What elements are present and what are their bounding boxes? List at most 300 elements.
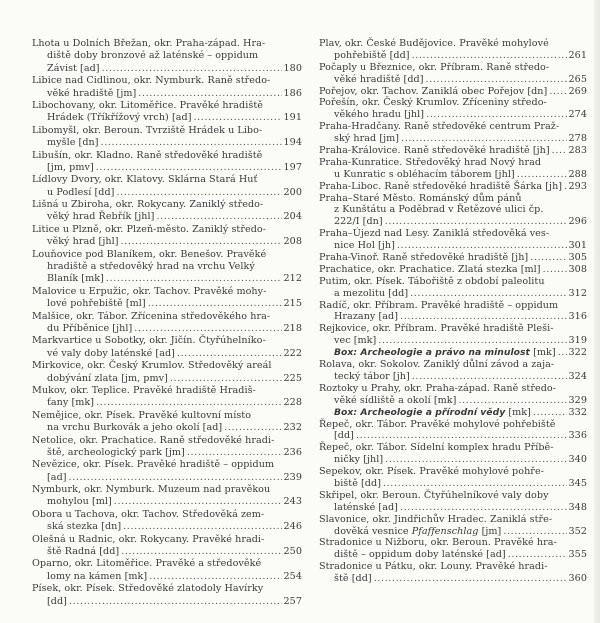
index-entry[interactable] bbox=[32, 174, 302, 199]
entry-text bbox=[47, 211, 154, 223]
dot-leader bbox=[517, 169, 567, 181]
page-number: 236 bbox=[283, 446, 302, 458]
index-entry[interactable] bbox=[319, 145, 587, 157]
entry-text bbox=[319, 86, 547, 98]
dot-leader bbox=[102, 63, 282, 75]
index-entry[interactable] bbox=[32, 484, 302, 509]
entry-text bbox=[334, 109, 424, 121]
entry-last-line bbox=[319, 86, 587, 98]
entry-text bbox=[47, 162, 94, 174]
entry-last-line bbox=[319, 216, 587, 228]
dot-leader bbox=[503, 526, 566, 538]
page-number: 204 bbox=[283, 211, 302, 223]
entry-text-line: Stradonice u Nižboru, okr. Beroun. Pravěké hra- bbox=[319, 537, 557, 549]
entry-text-line: Stradonice u Pátku, okr. Louny. Pravěké hradi- bbox=[319, 561, 548, 573]
entry-text bbox=[319, 264, 541, 276]
entry-text-segment: dověká vesnice bbox=[334, 525, 412, 537]
entry-emphasis-text: Box: Archeologie a právo na minulost bbox=[334, 347, 530, 359]
dot-leader bbox=[383, 478, 567, 490]
entry-text-line: diště doby bronzové až laténské – oppidum bbox=[47, 50, 259, 62]
dot-leader bbox=[138, 88, 281, 100]
index-entry[interactable] bbox=[32, 534, 302, 559]
dot-leader bbox=[508, 549, 567, 561]
index-entry[interactable] bbox=[32, 459, 302, 484]
page-number: 239 bbox=[283, 471, 302, 483]
entry-text-segment: Praha-Vinoř. Raně středověké hradiště [jh] bbox=[319, 252, 529, 264]
dot-leader bbox=[121, 236, 282, 248]
index-entry[interactable] bbox=[319, 228, 587, 252]
index-entry[interactable] bbox=[32, 286, 302, 311]
entry-last-line bbox=[32, 596, 302, 608]
dot-leader bbox=[170, 373, 282, 385]
index-entry[interactable] bbox=[32, 150, 302, 175]
entry-last-line bbox=[32, 422, 302, 434]
index-entry[interactable] bbox=[319, 442, 587, 466]
entry-text-segment: věké hradiště [jm] bbox=[47, 87, 137, 99]
entry-emphasis-text: Box: Archeologie a přírodní vědy bbox=[334, 406, 506, 418]
entry-last-line bbox=[319, 526, 587, 538]
entry-text bbox=[47, 472, 67, 484]
index-entry[interactable] bbox=[32, 410, 302, 435]
entry-text bbox=[334, 133, 399, 145]
entry-text-line: Lídlovy Dvory, okr. Klatovy. Sklárna Stará Huť bbox=[32, 174, 258, 186]
dot-leader bbox=[356, 430, 567, 442]
entry-text-segment: [jm, pmv] bbox=[47, 161, 94, 173]
dot-leader bbox=[134, 323, 281, 335]
page-number: 215 bbox=[283, 298, 302, 310]
entry-last-line bbox=[32, 162, 302, 174]
entry-last-line bbox=[319, 549, 587, 561]
page-number: 316 bbox=[568, 311, 587, 323]
entry-text bbox=[334, 454, 383, 466]
index-entry[interactable] bbox=[319, 38, 587, 62]
index-entry[interactable] bbox=[319, 300, 587, 324]
dot-leader bbox=[148, 298, 282, 310]
entry-emphasis-text: Pfaffenschlag bbox=[411, 525, 479, 537]
entry-last-line bbox=[32, 546, 302, 558]
page-edge bbox=[594, 0, 600, 623]
entry-text bbox=[319, 252, 528, 264]
page-number: 194 bbox=[283, 137, 302, 149]
entry-last-line bbox=[319, 240, 587, 252]
entry-text-line: Litice u Plzně, okr. Plzeň-město. Zaniklý středo- bbox=[32, 223, 267, 235]
entry-text-line: Malovice u Erpužic, okr. Tachov. Pravěké mohy- bbox=[32, 285, 267, 297]
page-number: 329 bbox=[568, 394, 587, 406]
index-entry[interactable] bbox=[32, 558, 302, 583]
entry-text bbox=[334, 216, 383, 228]
dot-leader bbox=[106, 273, 282, 285]
index-entry[interactable] bbox=[319, 514, 587, 538]
dot-leader bbox=[385, 216, 567, 228]
entry-text-segment: Závist [ad] bbox=[47, 62, 100, 74]
entry-last-line bbox=[319, 74, 587, 86]
entry-last-line bbox=[32, 137, 302, 149]
entry-text-segment: ště, archeologický park [jm] bbox=[47, 446, 185, 458]
entry-text bbox=[334, 407, 531, 419]
entry-last-line bbox=[319, 109, 587, 121]
entry-last-line bbox=[319, 573, 587, 585]
entry-text-segment: ťany [mk] bbox=[47, 397, 95, 409]
entry-text-segment: a mezolitu [dd] bbox=[334, 287, 409, 299]
page-number: 305 bbox=[568, 252, 587, 264]
index-entry[interactable] bbox=[32, 335, 302, 360]
index-entry[interactable] bbox=[319, 419, 587, 443]
entry-last-line bbox=[32, 112, 302, 124]
index-entry[interactable] bbox=[32, 360, 302, 385]
entry-last-line bbox=[32, 187, 302, 199]
entry-last-line bbox=[319, 478, 587, 490]
entry-text-line: Praha–Újezd nad Lesy. Zaniklá středověká ves- bbox=[319, 228, 550, 240]
index-entry[interactable] bbox=[319, 466, 587, 490]
index-entry[interactable] bbox=[319, 62, 587, 86]
entry-last-line bbox=[32, 571, 302, 583]
entry-text bbox=[334, 240, 395, 252]
index-entry[interactable] bbox=[319, 347, 587, 359]
page-number: 197 bbox=[283, 161, 302, 173]
index-entry[interactable] bbox=[319, 561, 587, 585]
entry-text-segment: nice Hol [jh] bbox=[334, 240, 395, 252]
entry-text-segment: tecký tábor [jh] bbox=[334, 370, 410, 382]
dot-leader bbox=[177, 348, 282, 360]
entry-last-line bbox=[319, 347, 587, 359]
page-number: 208 bbox=[283, 236, 302, 248]
entry-text-segment: 222/I [dn] bbox=[334, 216, 383, 228]
entry-text-line: z Kunštátu a Poděbrad v Řetězové ulici čp. bbox=[334, 204, 544, 216]
index-entry[interactable] bbox=[319, 537, 587, 561]
entry-text-segment: lové pohřebiště [ml] bbox=[47, 298, 146, 310]
dot-leader bbox=[400, 502, 567, 514]
page-number: 218 bbox=[283, 322, 302, 334]
page-number: 250 bbox=[283, 546, 302, 558]
entry-text-line: Počaply u Březnice, okr. Příbram. Raně středo- bbox=[319, 61, 550, 73]
index-entry[interactable] bbox=[319, 157, 587, 181]
index-entry[interactable] bbox=[319, 407, 587, 419]
page-number: 288 bbox=[568, 168, 587, 180]
entry-text bbox=[47, 273, 104, 285]
page-number: 222 bbox=[283, 347, 302, 359]
entry-text bbox=[319, 181, 562, 193]
dot-leader bbox=[558, 347, 567, 359]
dot-leader bbox=[530, 252, 566, 264]
entry-text-line: Oparno, okr. Litoměřice. Pravěké a středověké bbox=[32, 558, 262, 570]
page-number: 322 bbox=[568, 347, 587, 359]
entry-text-line: Rolava, okr. Sokolov. Zaniklý důlní závod a zaja- bbox=[319, 359, 555, 371]
entry-text bbox=[334, 371, 410, 383]
entry-text-segment: u Kunratic s obléhacím táborem [jhl] bbox=[334, 168, 515, 180]
index-entry[interactable] bbox=[32, 435, 302, 460]
entry-text-line: Řepeč, okr. Tábor. Pravěké mohylové pohřebiště bbox=[319, 418, 556, 430]
entry-text-segment: věkého hradu [jhl] bbox=[334, 109, 425, 121]
dot-leader bbox=[114, 496, 282, 508]
dot-leader bbox=[397, 240, 567, 252]
dot-leader bbox=[378, 335, 566, 347]
entry-text bbox=[47, 137, 99, 149]
index-entry[interactable] bbox=[319, 323, 587, 347]
entry-text bbox=[47, 323, 132, 335]
entry-text bbox=[334, 549, 506, 561]
entry-text bbox=[47, 88, 136, 100]
dot-leader bbox=[533, 407, 567, 419]
entry-text-line: Praha–Staré Město. Románský dům pánů bbox=[319, 192, 522, 204]
entry-text-segment: pohřebiště [dd] bbox=[334, 49, 410, 61]
entry-text-segment: ště [dd] bbox=[334, 573, 372, 585]
entry-last-line bbox=[319, 454, 587, 466]
entry-text bbox=[334, 526, 501, 538]
entry-text-segment: [dd] bbox=[334, 430, 354, 442]
dot-leader bbox=[412, 50, 567, 62]
entry-text-segment: Blaník [mk] bbox=[47, 273, 104, 285]
entry-text-segment: ský hrad [jm] bbox=[334, 133, 400, 145]
index-entry[interactable] bbox=[319, 264, 587, 276]
entry-text-line: Písek, okr. Písek. Středověké zlatodoly Havírky bbox=[32, 583, 264, 595]
entry-text bbox=[334, 335, 376, 347]
dot-leader bbox=[194, 112, 282, 124]
entry-text-line: Libice nad Cidlinou, okr. Nymburk. Raně středo- bbox=[32, 75, 271, 87]
entry-text-segment: Hrazany [ad] bbox=[334, 311, 399, 323]
entry-last-line bbox=[319, 133, 587, 145]
entry-text-line: Radíč, okr. Příbram. Pravěké hradiště – oppidum bbox=[319, 299, 559, 311]
page-number: 254 bbox=[283, 570, 302, 582]
entry-text bbox=[334, 347, 556, 359]
entry-text bbox=[334, 311, 398, 323]
dot-leader bbox=[116, 187, 281, 199]
entry-text-segment: ská stezka [dn] bbox=[47, 521, 122, 533]
index-entry[interactable] bbox=[319, 252, 587, 264]
page-number: 319 bbox=[568, 335, 587, 347]
dot-leader bbox=[410, 288, 566, 300]
entry-text bbox=[47, 236, 119, 248]
dot-leader bbox=[224, 422, 281, 434]
entry-text-line: Plav, okr. České Budějovice. Pravěké mohylové bbox=[319, 38, 549, 49]
entry-text-line: Libušín, okr. Kladno. Raně středověké hradiště bbox=[32, 149, 263, 161]
entry-last-line bbox=[319, 252, 587, 264]
page-number: 348 bbox=[568, 501, 587, 513]
entry-text-segment: u Podlesí [dd] bbox=[47, 186, 115, 198]
entry-text-segment: Praha-Královice. Raně středověké hradiště [jh] bbox=[319, 145, 550, 157]
entry-last-line bbox=[32, 211, 302, 223]
entry-last-line bbox=[319, 430, 587, 442]
entry-text-segment: ště Radná [dd] bbox=[47, 546, 120, 558]
page-number: 324 bbox=[568, 370, 587, 382]
entry-last-line bbox=[32, 373, 302, 385]
dot-leader bbox=[400, 311, 566, 323]
entry-text-line: Sepekov, okr. Písek. Pravěké mohylové pohře- bbox=[319, 466, 544, 478]
index-entry[interactable] bbox=[32, 583, 302, 608]
index-entry[interactable] bbox=[32, 509, 302, 534]
page-number: 283 bbox=[568, 145, 587, 157]
page-number: 293 bbox=[568, 180, 587, 192]
entry-last-line bbox=[319, 335, 587, 347]
entry-text bbox=[334, 502, 398, 514]
index-entry[interactable] bbox=[319, 121, 587, 145]
page-number: 225 bbox=[283, 372, 302, 384]
index-entry[interactable] bbox=[32, 100, 302, 125]
page-number: 191 bbox=[283, 112, 302, 124]
page-number: 186 bbox=[283, 87, 302, 99]
index-entry[interactable] bbox=[319, 276, 587, 300]
index-entry[interactable] bbox=[32, 385, 302, 410]
index-entry[interactable] bbox=[319, 383, 587, 407]
page-number: 269 bbox=[568, 85, 587, 97]
entry-text-segment: vé valy doby laténské [ad] bbox=[47, 347, 175, 359]
page-number: 261 bbox=[568, 49, 587, 61]
entry-text bbox=[47, 546, 119, 558]
entry-last-line bbox=[319, 50, 587, 62]
entry-text bbox=[334, 478, 381, 490]
entry-text bbox=[47, 63, 100, 75]
dot-leader bbox=[69, 596, 282, 608]
entry-text-segment: Prachatice, okr. Prachatice. Zlatá stezka [ml] bbox=[319, 263, 541, 275]
index-entry[interactable] bbox=[32, 249, 302, 286]
page-number: 212 bbox=[283, 273, 302, 285]
entry-text bbox=[47, 521, 121, 533]
entry-text-line: Řepeč, okr. Tábor. Sídelní komplex hradu Příbě- bbox=[319, 442, 554, 454]
page-number: 355 bbox=[568, 549, 587, 561]
entry-text-segment: [ad] bbox=[47, 471, 67, 483]
index-entry[interactable] bbox=[319, 193, 587, 229]
entry-text-line: Nevězice, okr. Písek. Pravěké hradiště – oppidum bbox=[32, 459, 275, 471]
entry-text bbox=[334, 430, 354, 442]
entry-text-line: Praha-Kunratice. Středověký hrad Nový hrad bbox=[319, 156, 542, 168]
entry-last-line bbox=[319, 311, 587, 323]
index-entry[interactable] bbox=[32, 75, 302, 100]
index-entry[interactable] bbox=[32, 199, 302, 224]
index-entry[interactable] bbox=[319, 181, 587, 193]
dot-leader bbox=[121, 546, 281, 558]
entry-text-segment: věké sídliště a okolí [mk] bbox=[334, 394, 457, 406]
page-number: 345 bbox=[568, 477, 587, 489]
entry-text bbox=[47, 348, 175, 360]
index-entry[interactable] bbox=[319, 86, 587, 98]
entry-last-line bbox=[319, 395, 587, 407]
entry-text-segment: Praha-Liboc. Raně středověké hradiště Šárka [jh] bbox=[319, 180, 563, 192]
dot-leader bbox=[69, 472, 282, 484]
entry-text-line: Praha-Hradčany. Raně středověké centrum Praž- bbox=[319, 121, 560, 133]
entry-text-segment: na vrchu Burkovák a jeho okolí [ad] bbox=[47, 422, 223, 434]
entry-last-line bbox=[32, 88, 302, 100]
index-entry[interactable] bbox=[32, 125, 302, 150]
dot-leader bbox=[385, 454, 566, 466]
entry-text-segment: diště – oppidum doby laténské [ad] bbox=[334, 549, 506, 561]
entry-text-line: Netolice, okr. Prachatice. Raně středověké hradi- bbox=[32, 434, 275, 446]
entry-text-line: Nymburk, okr. Nymburk. Muzeum nad pravěkou bbox=[32, 484, 271, 496]
entry-text bbox=[47, 397, 94, 409]
entry-text-line: hradiště a středověký hrad na vrchu Velký bbox=[47, 261, 255, 273]
entry-text-line: Putim, okr. Písek. Tábořiště z období paleolitu bbox=[319, 275, 545, 287]
dot-leader bbox=[458, 395, 566, 407]
entry-text bbox=[334, 169, 515, 181]
dot-leader bbox=[101, 137, 282, 149]
entry-text-segment: vec [mk] bbox=[334, 335, 377, 347]
dot-leader bbox=[549, 86, 566, 98]
entry-text bbox=[47, 596, 67, 608]
entry-text-segment: [jm] bbox=[478, 525, 502, 537]
entry-last-line bbox=[32, 63, 302, 75]
index-entry[interactable] bbox=[319, 490, 587, 514]
index-entry[interactable] bbox=[32, 224, 302, 249]
entry-text bbox=[47, 298, 146, 310]
dot-leader bbox=[412, 371, 567, 383]
entry-text-segment: lomy na kámen [mk] bbox=[47, 570, 148, 582]
entry-text-segment: Pořejov, okr. Tachov. Zaniklá obec Pořejov [dn] bbox=[319, 85, 548, 97]
entry-text-line: Louňovice pod Blaníkem, okr. Benešov. Pravěké bbox=[32, 248, 267, 260]
page-number: 296 bbox=[568, 216, 587, 228]
entry-last-line bbox=[319, 264, 587, 276]
page-number: 301 bbox=[568, 240, 587, 252]
entry-last-line bbox=[319, 169, 587, 181]
index-entry[interactable] bbox=[32, 311, 302, 336]
entry-text-segment: [dd] bbox=[47, 595, 67, 607]
page-number: 312 bbox=[568, 287, 587, 299]
entry-text bbox=[47, 447, 185, 459]
entry-last-line bbox=[32, 472, 302, 484]
entry-text-line: Roztoky u Prahy, okr. Praha-západ. Raně středo- bbox=[319, 382, 556, 394]
page-number: 243 bbox=[283, 496, 302, 508]
entry-text-segment: [mk] bbox=[529, 347, 556, 359]
entry-last-line bbox=[32, 323, 302, 335]
entry-last-line bbox=[32, 236, 302, 248]
entry-text bbox=[47, 187, 114, 199]
dot-leader bbox=[543, 264, 567, 276]
index-entry[interactable] bbox=[319, 97, 587, 121]
entry-text-segment: mohylou [ml] bbox=[47, 496, 112, 508]
page-number: 360 bbox=[568, 573, 587, 585]
index-entry[interactable] bbox=[32, 38, 302, 75]
entry-text-segment: věký hrad Řebřík [jhl] bbox=[47, 211, 155, 223]
entry-text-line: Mirkovice, okr. Český Krumlov. Středověký areál bbox=[32, 360, 272, 372]
dot-leader bbox=[401, 133, 566, 145]
entry-text-segment: [mk] bbox=[505, 406, 531, 418]
entry-text bbox=[334, 395, 456, 407]
index-column-left bbox=[32, 38, 302, 608]
entry-last-line bbox=[32, 348, 302, 360]
entry-last-line bbox=[319, 502, 587, 514]
page-number: 352 bbox=[568, 525, 587, 537]
page-number: 336 bbox=[568, 430, 587, 442]
entry-text-line: Libochovany, okr. Litoměřice. Pravěké hradiště bbox=[32, 99, 263, 111]
entry-last-line bbox=[32, 447, 302, 459]
entry-last-line bbox=[32, 397, 302, 409]
entry-last-line bbox=[319, 181, 587, 193]
entry-text bbox=[47, 571, 147, 583]
entry-text-segment: věký hrad [jhl] bbox=[47, 236, 119, 248]
entry-text-segment: du Příběnice [jhl] bbox=[47, 322, 133, 334]
page-number: 180 bbox=[283, 62, 302, 74]
page-number: 246 bbox=[283, 521, 302, 533]
dot-leader bbox=[156, 211, 281, 223]
dot-leader bbox=[552, 145, 567, 157]
entry-last-line bbox=[32, 496, 302, 508]
dot-leader bbox=[426, 74, 567, 86]
page-number: 308 bbox=[568, 263, 587, 275]
dot-leader bbox=[187, 447, 282, 459]
entry-text-segment: dobývání zlata [jm, pmv] bbox=[47, 372, 168, 384]
entry-text-segment: věké hradiště [dd] bbox=[334, 73, 424, 85]
entry-text bbox=[47, 496, 112, 508]
dot-leader bbox=[149, 571, 281, 583]
page-number: 200 bbox=[283, 186, 302, 198]
entry-last-line bbox=[32, 273, 302, 285]
entry-text bbox=[334, 74, 424, 86]
index-entry[interactable] bbox=[319, 359, 587, 383]
entry-text-line: Skřipel, okr. Beroun. Čtyřúhelníkové valy doby bbox=[319, 489, 549, 501]
dot-leader bbox=[123, 521, 281, 533]
page-number: 278 bbox=[568, 133, 587, 145]
entry-last-line bbox=[319, 407, 587, 419]
page-number: 265 bbox=[568, 73, 587, 85]
entry-last-line bbox=[32, 521, 302, 533]
entry-text-line: Nemějice, okr. Písek. Pravěké kultovní místo bbox=[32, 409, 252, 421]
